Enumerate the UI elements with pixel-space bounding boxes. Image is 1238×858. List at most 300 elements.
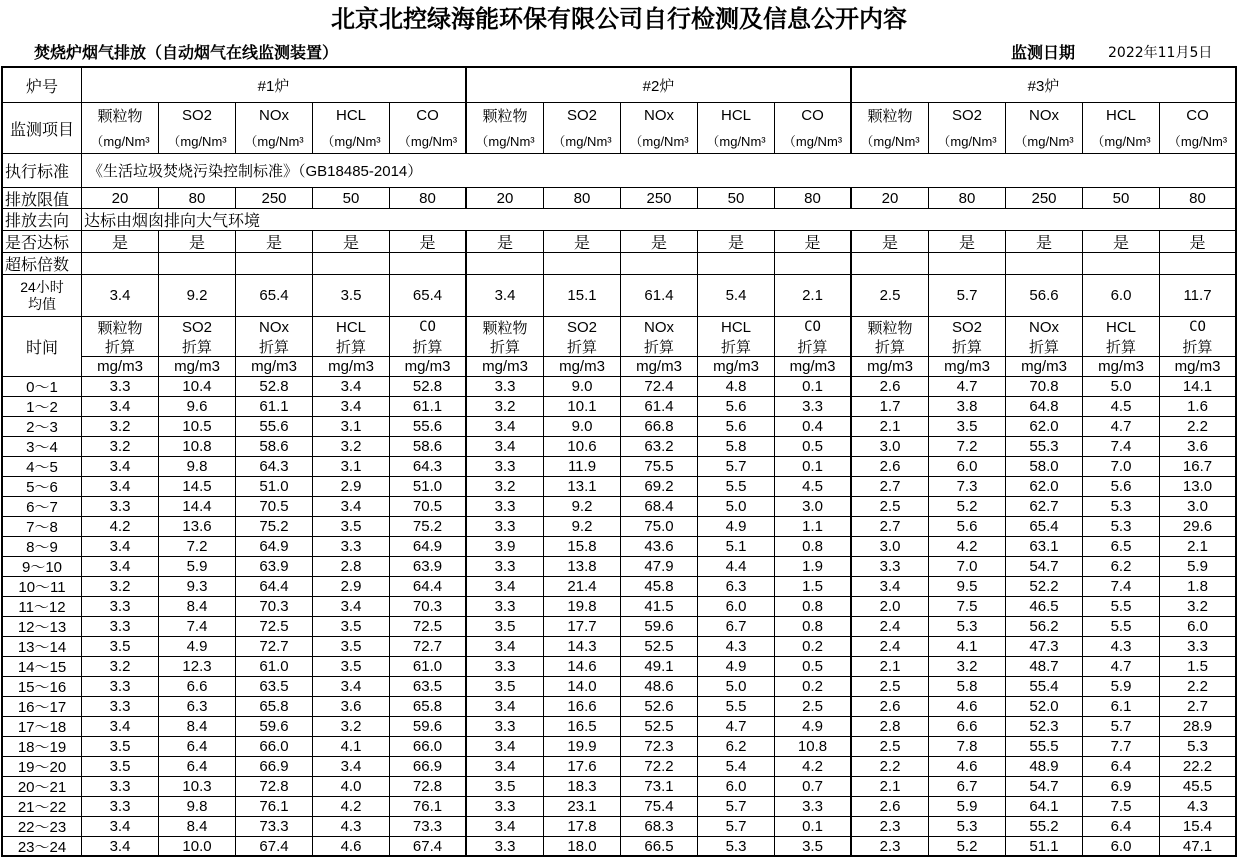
furnace1-so2-hourly-value: 8.4 <box>159 817 236 837</box>
furnace2-so2-hourly-value: 11.9 <box>544 457 621 477</box>
furnace1-co-hourly-value: 52.8 <box>390 377 467 397</box>
furnace3-pm-compliance: 是 <box>852 231 929 253</box>
furnace1-nox-hourly-value: 52.8 <box>236 377 313 397</box>
furnace3-nox-hourly-value: 46.5 <box>1006 597 1083 617</box>
furnace3-nox-hourly-value: 52.0 <box>1006 697 1083 717</box>
furnace3-nox-column-name: NOx <box>1006 317 1083 337</box>
furnace1-hcl-hourly-value: 3.5 <box>313 657 390 677</box>
time-slot: 8～9 <box>3 537 82 557</box>
furnace1-pm-hourly-value: 4.2 <box>82 517 159 537</box>
furnace3-co-hourly-value: 15.4 <box>1160 817 1237 837</box>
furnace3-so2-hourly-value: 4.7 <box>929 377 1006 397</box>
furnace1-pm-hourly-value: 3.3 <box>82 617 159 637</box>
furnace1-hcl-hourly-value: 2.9 <box>313 477 390 497</box>
furnace2-hcl-hourly-value: 4.9 <box>698 657 775 677</box>
furnace2-pm-hourly-value: 3.3 <box>467 557 544 577</box>
furnace3-co-hourly-value: 47.1 <box>1160 837 1237 857</box>
furnace2-nox-hourly-value: 47.9 <box>621 557 698 577</box>
furnace2-hcl-daily-average: 5.4 <box>698 275 775 317</box>
furnace3-pm-hourly-value: 2.3 <box>852 817 929 837</box>
furnace1-so2-hourly-value: 8.4 <box>159 597 236 617</box>
furnace1-nox-conc-unit: mg/m3 <box>236 357 313 377</box>
furnace3-hcl-hourly-value: 6.4 <box>1083 817 1160 837</box>
furnace2-co-hourly-value: 0.8 <box>775 537 852 557</box>
furnace3-pm-hourly-value: 2.3 <box>852 837 929 857</box>
furnace3-nox-hourly-value: 54.7 <box>1006 557 1083 577</box>
furnace1-nox-hourly-value: 65.8 <box>236 697 313 717</box>
furnace3-nox-hourly-value: 55.5 <box>1006 737 1083 757</box>
furnace3-so2-hourly-value: 7.2 <box>929 437 1006 457</box>
furnace3-pm-hourly-value: 2.2 <box>852 757 929 777</box>
furnace3-co-hourly-value: 5.3 <box>1160 737 1237 757</box>
furnace2-pm-hourly-value: 3.3 <box>467 717 544 737</box>
furnace2-nox-hourly-value: 69.2 <box>621 477 698 497</box>
furnace3-hcl-hourly-value: 5.7 <box>1083 717 1160 737</box>
furnace1-nox-hourly-value: 61.1 <box>236 397 313 417</box>
furnace2-nox-hourly-value: 52.5 <box>621 637 698 657</box>
time-slot: 10～11 <box>3 577 82 597</box>
furnace2-hcl-column-name: HCL <box>698 317 775 337</box>
furnace1-co-hourly-value: 59.6 <box>390 717 467 737</box>
furnace1-co-hourly-value: 70.5 <box>390 497 467 517</box>
furnace1-pm-hourly-value: 3.4 <box>82 817 159 837</box>
furnace2-nox-hourly-value: 63.2 <box>621 437 698 457</box>
furnace2-hcl-hourly-value: 6.3 <box>698 577 775 597</box>
furnace1-nox-hourly-value: 66.0 <box>236 737 313 757</box>
furnace3-nox-hourly-value: 70.8 <box>1006 377 1083 397</box>
furnace1-hcl-hourly-value: 3.2 <box>313 717 390 737</box>
furnace2-hcl-exceed <box>698 253 775 275</box>
furnace1-pm-daily-average: 3.4 <box>82 275 159 317</box>
monitoring-date-value: 2022年11月5日 <box>1108 45 1213 61</box>
furnace1-so2-hourly-value: 10.5 <box>159 417 236 437</box>
furnace2-nox-hourly-value: 52.5 <box>621 717 698 737</box>
furnace3-pm-hourly-value: 3.0 <box>852 537 929 557</box>
standard-label: 执行标准 <box>3 154 82 188</box>
furnace2-pm-conc-unit: mg/m3 <box>467 357 544 377</box>
furnace3-so2-hourly-value: 5.3 <box>929 617 1006 637</box>
furnace2-hcl-hourly-value: 5.4 <box>698 757 775 777</box>
furnace1-hcl-hourly-value: 3.1 <box>313 457 390 477</box>
time-slot: 14～15 <box>3 657 82 677</box>
furnace1-hcl-hourly-value: 3.4 <box>313 397 390 417</box>
furnace2-pm-hourly-value: 3.3 <box>467 597 544 617</box>
furnace2-co-hourly-value: 0.8 <box>775 617 852 637</box>
furnace3-nox-hourly-value: 64.1 <box>1006 797 1083 817</box>
furnace3-co-compliance: 是 <box>1160 231 1237 253</box>
furnace3-so2-hourly-value: 4.6 <box>929 697 1006 717</box>
time-slot: 9～10 <box>3 557 82 577</box>
time-slot: 6～7 <box>3 497 82 517</box>
furnace2-so2-hourly-value: 21.4 <box>544 577 621 597</box>
time-slot: 4～5 <box>3 457 82 477</box>
furnace2-hcl-hourly-value: 5.1 <box>698 537 775 557</box>
furnace1-co-item-name: CO <box>390 103 467 127</box>
furnace3-pm-hourly-value: 2.8 <box>852 717 929 737</box>
furnace1-nox-hourly-value: 63.5 <box>236 677 313 697</box>
furnace1-hcl-hourly-value: 3.4 <box>313 757 390 777</box>
furnace1-hcl-compliance: 是 <box>313 231 390 253</box>
daily-average-label-line: 24小时 <box>20 278 64 295</box>
furnace2-so2-hourly-value: 9.0 <box>544 417 621 437</box>
furnace1-co-conc-unit: mg/m3 <box>390 357 467 377</box>
furnace2-hcl-conc-unit: mg/m3 <box>698 357 775 377</box>
furnace2-co-hourly-value: 3.3 <box>775 397 852 417</box>
furnace1-nox-hourly-value: 67.4 <box>236 837 313 857</box>
compliance-label: 是否达标 <box>3 231 82 253</box>
furnace2-so2-hourly-value: 14.0 <box>544 677 621 697</box>
furnace1-nox-exceed <box>236 253 313 275</box>
furnace3-co-hourly-value: 5.9 <box>1160 557 1237 577</box>
furnace1-hcl-column-name: HCL <box>313 317 390 337</box>
furnace3-so2-hourly-value: 6.7 <box>929 777 1006 797</box>
furnace1-pm-hourly-value: 3.4 <box>82 557 159 577</box>
furnace2-co-hourly-value: 10.8 <box>775 737 852 757</box>
furnace1-so2-column-name: SO2 <box>159 317 236 337</box>
furnace1-so2-hourly-value: 12.3 <box>159 657 236 677</box>
furnace2-hcl-hourly-value: 5.7 <box>698 797 775 817</box>
furnace3-pm-hourly-value: 2.5 <box>852 737 929 757</box>
furnace3-nox-exceed <box>1006 253 1083 275</box>
furnace1-hcl-hourly-value: 4.3 <box>313 817 390 837</box>
discharge-label: 排放去向 <box>3 209 82 231</box>
furnace1-nox-hourly-value: 72.8 <box>236 777 313 797</box>
furnace3-nox-hourly-value: 64.8 <box>1006 397 1083 417</box>
furnace1-hcl-converted-label: 折算 <box>313 337 390 357</box>
furnace2-so2-hourly-value: 17.6 <box>544 757 621 777</box>
furnace1-pm-hourly-value: 3.5 <box>82 637 159 657</box>
time-slot: 12～13 <box>3 617 82 637</box>
furnace3-hcl-hourly-value: 5.6 <box>1083 477 1160 497</box>
furnace3-hcl-hourly-value: 7.0 <box>1083 457 1160 477</box>
furnace2-pm-hourly-value: 3.3 <box>467 837 544 857</box>
furnace-2-header: #2炉 <box>467 68 852 103</box>
daily-average-label <box>3 275 82 317</box>
furnace3-co-hourly-value: 14.1 <box>1160 377 1237 397</box>
furnace2-co-unit: （mg/Nm³ <box>775 127 852 154</box>
furnace2-hcl-unit: （mg/Nm³ <box>698 127 775 154</box>
furnace3-hcl-unit: （mg/Nm³ <box>1083 127 1160 154</box>
furnace2-hcl-hourly-value: 5.6 <box>698 397 775 417</box>
time-slot: 18～19 <box>3 737 82 757</box>
furnace2-so2-hourly-value: 18.3 <box>544 777 621 797</box>
furnace1-nox-column-name: NOx <box>236 317 313 337</box>
furnace1-co-hourly-value: 65.8 <box>390 697 467 717</box>
furnace1-nox-hourly-value: 64.3 <box>236 457 313 477</box>
furnace2-nox-daily-average: 61.4 <box>621 275 698 317</box>
furnace2-co-hourly-value: 3.5 <box>775 837 852 857</box>
furnace2-so2-item-name: SO2 <box>544 103 621 127</box>
furnace2-nox-hourly-value: 75.0 <box>621 517 698 537</box>
furnace2-so2-hourly-value: 16.6 <box>544 697 621 717</box>
furnace2-co-compliance: 是 <box>775 231 852 253</box>
furnace2-co-hourly-value: 4.9 <box>775 717 852 737</box>
furnace3-hcl-exceed <box>1083 253 1160 275</box>
furnace1-pm-hourly-value: 3.2 <box>82 437 159 457</box>
furnace3-nox-hourly-value: 65.4 <box>1006 517 1083 537</box>
furnace2-so2-hourly-value: 19.8 <box>544 597 621 617</box>
furnace2-hcl-hourly-value: 5.3 <box>698 837 775 857</box>
furnace1-nox-daily-average: 65.4 <box>236 275 313 317</box>
furnace2-pm-hourly-value: 3.9 <box>467 537 544 557</box>
furnace2-so2-hourly-value: 9.2 <box>544 497 621 517</box>
furnace1-hcl-hourly-value: 3.2 <box>313 437 390 457</box>
furnace3-so2-hourly-value: 5.8 <box>929 677 1006 697</box>
furnace3-hcl-hourly-value: 7.5 <box>1083 797 1160 817</box>
furnace2-nox-column-name: NOx <box>621 317 698 337</box>
furnace3-nox-hourly-value: 62.0 <box>1006 477 1083 497</box>
furnace1-hcl-hourly-value: 4.6 <box>313 837 390 857</box>
furnace2-nox-hourly-value: 41.5 <box>621 597 698 617</box>
furnace2-so2-unit: （mg/Nm³ <box>544 127 621 154</box>
furnace2-so2-hourly-value: 13.1 <box>544 477 621 497</box>
furnace3-co-hourly-value: 29.6 <box>1160 517 1237 537</box>
furnace3-co-column-name: CO <box>1160 317 1237 337</box>
furnace3-nox-unit: （mg/Nm³ <box>1006 127 1083 154</box>
furnace1-pm-limit: 20 <box>82 188 159 209</box>
furnace3-pm-hourly-value: 2.6 <box>852 377 929 397</box>
furnace3-so2-hourly-value: 7.5 <box>929 597 1006 617</box>
furnace1-so2-hourly-value: 13.6 <box>159 517 236 537</box>
furnace2-hcl-hourly-value: 5.5 <box>698 477 775 497</box>
furnace3-hcl-hourly-value: 6.2 <box>1083 557 1160 577</box>
furnace2-so2-daily-average: 15.1 <box>544 275 621 317</box>
furnace1-so2-hourly-value: 10.8 <box>159 437 236 457</box>
furnace2-pm-hourly-value: 3.3 <box>467 517 544 537</box>
furnace3-co-hourly-value: 1.8 <box>1160 577 1237 597</box>
furnace2-co-hourly-value: 0.5 <box>775 437 852 457</box>
time-slot: 16～17 <box>3 697 82 717</box>
time-slot: 3～4 <box>3 437 82 457</box>
furnace1-nox-hourly-value: 72.5 <box>236 617 313 637</box>
furnace3-co-unit: （mg/Nm³ <box>1160 127 1237 154</box>
time-label: 时间 <box>3 317 82 377</box>
furnace1-so2-hourly-value: 7.2 <box>159 537 236 557</box>
furnace1-so2-hourly-value: 10.3 <box>159 777 236 797</box>
furnace3-so2-hourly-value: 7.3 <box>929 477 1006 497</box>
furnace2-so2-limit: 80 <box>544 188 621 209</box>
furnace3-nox-hourly-value: 47.3 <box>1006 637 1083 657</box>
furnace3-pm-hourly-value: 2.1 <box>852 777 929 797</box>
furnace1-so2-exceed <box>159 253 236 275</box>
furnace3-hcl-hourly-value: 7.4 <box>1083 577 1160 597</box>
furnace3-co-hourly-value: 45.5 <box>1160 777 1237 797</box>
furnace1-so2-limit: 80 <box>159 188 236 209</box>
furnace3-pm-hourly-value: 3.3 <box>852 557 929 577</box>
furnace3-pm-hourly-value: 2.0 <box>852 597 929 617</box>
furnace3-pm-hourly-value: 2.5 <box>852 677 929 697</box>
furnace1-pm-hourly-value: 3.4 <box>82 477 159 497</box>
furnace1-co-hourly-value: 73.3 <box>390 817 467 837</box>
furnace1-co-hourly-value: 61.1 <box>390 397 467 417</box>
discharge-value: 达标由烟囱排向大气环境 <box>82 209 1237 231</box>
furnace3-hcl-hourly-value: 6.4 <box>1083 757 1160 777</box>
furnace1-pm-hourly-value: 3.2 <box>82 577 159 597</box>
furnace3-co-hourly-value: 22.2 <box>1160 757 1237 777</box>
furnace3-so2-hourly-value: 5.9 <box>929 797 1006 817</box>
furnace2-pm-exceed <box>467 253 544 275</box>
furnace3-so2-hourly-value: 4.6 <box>929 757 1006 777</box>
time-slot: 1～2 <box>3 397 82 417</box>
furnace3-pm-converted-label: 折算 <box>852 337 929 357</box>
furnace3-nox-item-name: NOx <box>1006 103 1083 127</box>
furnace1-nox-hourly-value: 72.7 <box>236 637 313 657</box>
furnace2-pm-item-name: 颗粒物 <box>467 103 544 127</box>
page-title: 北京北控绿海能环保有限公司自行检测及信息公开内容 <box>331 5 907 33</box>
exceed-label: 超标倍数 <box>3 253 82 275</box>
furnace2-nox-hourly-value: 45.8 <box>621 577 698 597</box>
furnace2-so2-conc-unit: mg/m3 <box>544 357 621 377</box>
furnace1-so2-hourly-value: 9.8 <box>159 797 236 817</box>
furnace2-co-hourly-value: 4.5 <box>775 477 852 497</box>
section-subtitle: 焚烧炉烟气排放（自动烟气在线监测装置） <box>34 43 339 62</box>
furnace1-hcl-hourly-value: 4.0 <box>313 777 390 797</box>
furnace2-so2-converted-label: 折算 <box>544 337 621 357</box>
furnace3-hcl-daily-average: 6.0 <box>1083 275 1160 317</box>
furnace1-hcl-hourly-value: 4.2 <box>313 797 390 817</box>
furnace3-co-hourly-value: 2.2 <box>1160 677 1237 697</box>
furnace1-hcl-hourly-value: 3.5 <box>313 637 390 657</box>
furnace2-co-hourly-value: 0.7 <box>775 777 852 797</box>
furnace3-co-hourly-value: 1.6 <box>1160 397 1237 417</box>
furnace3-co-hourly-value: 2.1 <box>1160 537 1237 557</box>
furnace1-nox-hourly-value: 58.6 <box>236 437 313 457</box>
furnace2-pm-unit: （mg/Nm³ <box>467 127 544 154</box>
furnace3-hcl-item-name: HCL <box>1083 103 1160 127</box>
furnace3-so2-daily-average: 5.7 <box>929 275 1006 317</box>
furnace2-pm-hourly-value: 3.3 <box>467 797 544 817</box>
furnace1-co-hourly-value: 72.7 <box>390 637 467 657</box>
furnace1-pm-hourly-value: 3.2 <box>82 417 159 437</box>
limit-label: 排放限值 <box>3 188 82 209</box>
furnace1-hcl-exceed <box>313 253 390 275</box>
furnace2-hcl-hourly-value: 6.2 <box>698 737 775 757</box>
furnace2-pm-daily-average: 3.4 <box>467 275 544 317</box>
furnace1-co-hourly-value: 72.5 <box>390 617 467 637</box>
furnace3-hcl-hourly-value: 5.3 <box>1083 497 1160 517</box>
furnace3-pm-hourly-value: 2.1 <box>852 417 929 437</box>
furnace3-hcl-column-name: HCL <box>1083 317 1160 337</box>
furnace2-nox-hourly-value: 52.6 <box>621 697 698 717</box>
furnace1-nox-hourly-value: 59.6 <box>236 717 313 737</box>
furnace3-pm-hourly-value: 2.6 <box>852 697 929 717</box>
time-slot: 7～8 <box>3 517 82 537</box>
furnace3-co-limit: 80 <box>1160 188 1237 209</box>
furnace3-nox-hourly-value: 55.4 <box>1006 677 1083 697</box>
furnace3-co-hourly-value: 13.0 <box>1160 477 1237 497</box>
furnace2-hcl-hourly-value: 5.0 <box>698 677 775 697</box>
furnace1-hcl-hourly-value: 3.4 <box>313 677 390 697</box>
furnace2-pm-hourly-value: 3.3 <box>467 657 544 677</box>
furnace3-hcl-hourly-value: 7.4 <box>1083 437 1160 457</box>
furnace2-pm-compliance: 是 <box>467 231 544 253</box>
furnace2-hcl-hourly-value: 5.7 <box>698 817 775 837</box>
furnace2-nox-hourly-value: 66.8 <box>621 417 698 437</box>
furnace2-nox-conc-unit: mg/m3 <box>621 357 698 377</box>
furnace1-nox-hourly-value: 70.3 <box>236 597 313 617</box>
furnace2-nox-compliance: 是 <box>621 231 698 253</box>
time-slot: 20～21 <box>3 777 82 797</box>
furnace3-nox-compliance: 是 <box>1006 231 1083 253</box>
furnace1-hcl-limit: 50 <box>313 188 390 209</box>
furnace2-hcl-hourly-value: 6.7 <box>698 617 775 637</box>
furnace3-hcl-hourly-value: 5.3 <box>1083 517 1160 537</box>
furnace2-co-hourly-value: 2.5 <box>775 697 852 717</box>
furnace1-so2-hourly-value: 4.9 <box>159 637 236 657</box>
furnace1-nox-hourly-value: 75.2 <box>236 517 313 537</box>
furnace2-nox-hourly-value: 68.4 <box>621 497 698 517</box>
furnace2-so2-hourly-value: 18.0 <box>544 837 621 857</box>
furnace2-so2-hourly-value: 16.5 <box>544 717 621 737</box>
furnace1-hcl-hourly-value: 2.8 <box>313 557 390 577</box>
furnace2-so2-hourly-value: 23.1 <box>544 797 621 817</box>
furnace3-hcl-compliance: 是 <box>1083 231 1160 253</box>
furnace2-nox-hourly-value: 68.3 <box>621 817 698 837</box>
furnace3-pm-hourly-value: 2.4 <box>852 637 929 657</box>
furnace2-pm-hourly-value: 3.4 <box>467 637 544 657</box>
furnace3-hcl-hourly-value: 4.7 <box>1083 657 1160 677</box>
daily-average-label-line: 均值 <box>28 295 56 312</box>
furnace1-nox-unit: （mg/Nm³ <box>236 127 313 154</box>
furnace3-so2-hourly-value: 5.6 <box>929 517 1006 537</box>
furnace2-pm-hourly-value: 3.5 <box>467 677 544 697</box>
furnace3-nox-hourly-value: 58.0 <box>1006 457 1083 477</box>
furnace1-so2-hourly-value: 10.4 <box>159 377 236 397</box>
furnace3-so2-exceed <box>929 253 1006 275</box>
furnace1-co-hourly-value: 64.3 <box>390 457 467 477</box>
furnace3-so2-hourly-value: 4.1 <box>929 637 1006 657</box>
furnace2-pm-hourly-value: 3.4 <box>467 757 544 777</box>
furnace2-nox-hourly-value: 75.4 <box>621 797 698 817</box>
furnace1-so2-daily-average: 9.2 <box>159 275 236 317</box>
furnace3-so2-unit: （mg/Nm³ <box>929 127 1006 154</box>
furnace2-co-limit: 80 <box>775 188 852 209</box>
time-slot: 15～16 <box>3 677 82 697</box>
furnace2-so2-hourly-value: 15.8 <box>544 537 621 557</box>
furnace1-co-hourly-value: 58.6 <box>390 437 467 457</box>
furnace3-nox-hourly-value: 54.7 <box>1006 777 1083 797</box>
furnace1-so2-hourly-value: 6.3 <box>159 697 236 717</box>
furnace2-pm-column-name: 颗粒物 <box>467 317 544 337</box>
furnace1-hcl-hourly-value: 3.4 <box>313 377 390 397</box>
furnace2-nox-hourly-value: 48.6 <box>621 677 698 697</box>
furnace3-co-hourly-value: 4.3 <box>1160 797 1237 817</box>
time-slot: 17～18 <box>3 717 82 737</box>
furnace2-hcl-hourly-value: 5.0 <box>698 497 775 517</box>
furnace3-pm-hourly-value: 2.4 <box>852 617 929 637</box>
furnace2-co-hourly-value: 0.2 <box>775 677 852 697</box>
furnace2-hcl-hourly-value: 5.5 <box>698 697 775 717</box>
furnace3-so2-hourly-value: 5.2 <box>929 837 1006 857</box>
furnace1-pm-hourly-value: 3.4 <box>82 457 159 477</box>
furnace2-co-hourly-value: 0.1 <box>775 817 852 837</box>
furnace2-hcl-hourly-value: 4.8 <box>698 377 775 397</box>
furnace3-so2-compliance: 是 <box>929 231 1006 253</box>
furnace1-nox-hourly-value: 61.0 <box>236 657 313 677</box>
furnace1-pm-hourly-value: 3.3 <box>82 597 159 617</box>
furnace3-so2-column-name: SO2 <box>929 317 1006 337</box>
furnace2-pm-converted-label: 折算 <box>467 337 544 357</box>
furnace3-co-hourly-value: 16.7 <box>1160 457 1237 477</box>
furnace1-co-compliance: 是 <box>390 231 467 253</box>
furnace1-hcl-item-name: HCL <box>313 103 390 127</box>
furnace3-so2-conc-unit: mg/m3 <box>929 357 1006 377</box>
time-slot: 11～12 <box>3 597 82 617</box>
furnace2-so2-hourly-value: 10.1 <box>544 397 621 417</box>
furnace1-so2-hourly-value: 6.4 <box>159 737 236 757</box>
furnace1-nox-hourly-value: 64.9 <box>236 537 313 557</box>
furnace1-so2-hourly-value: 10.0 <box>159 837 236 857</box>
